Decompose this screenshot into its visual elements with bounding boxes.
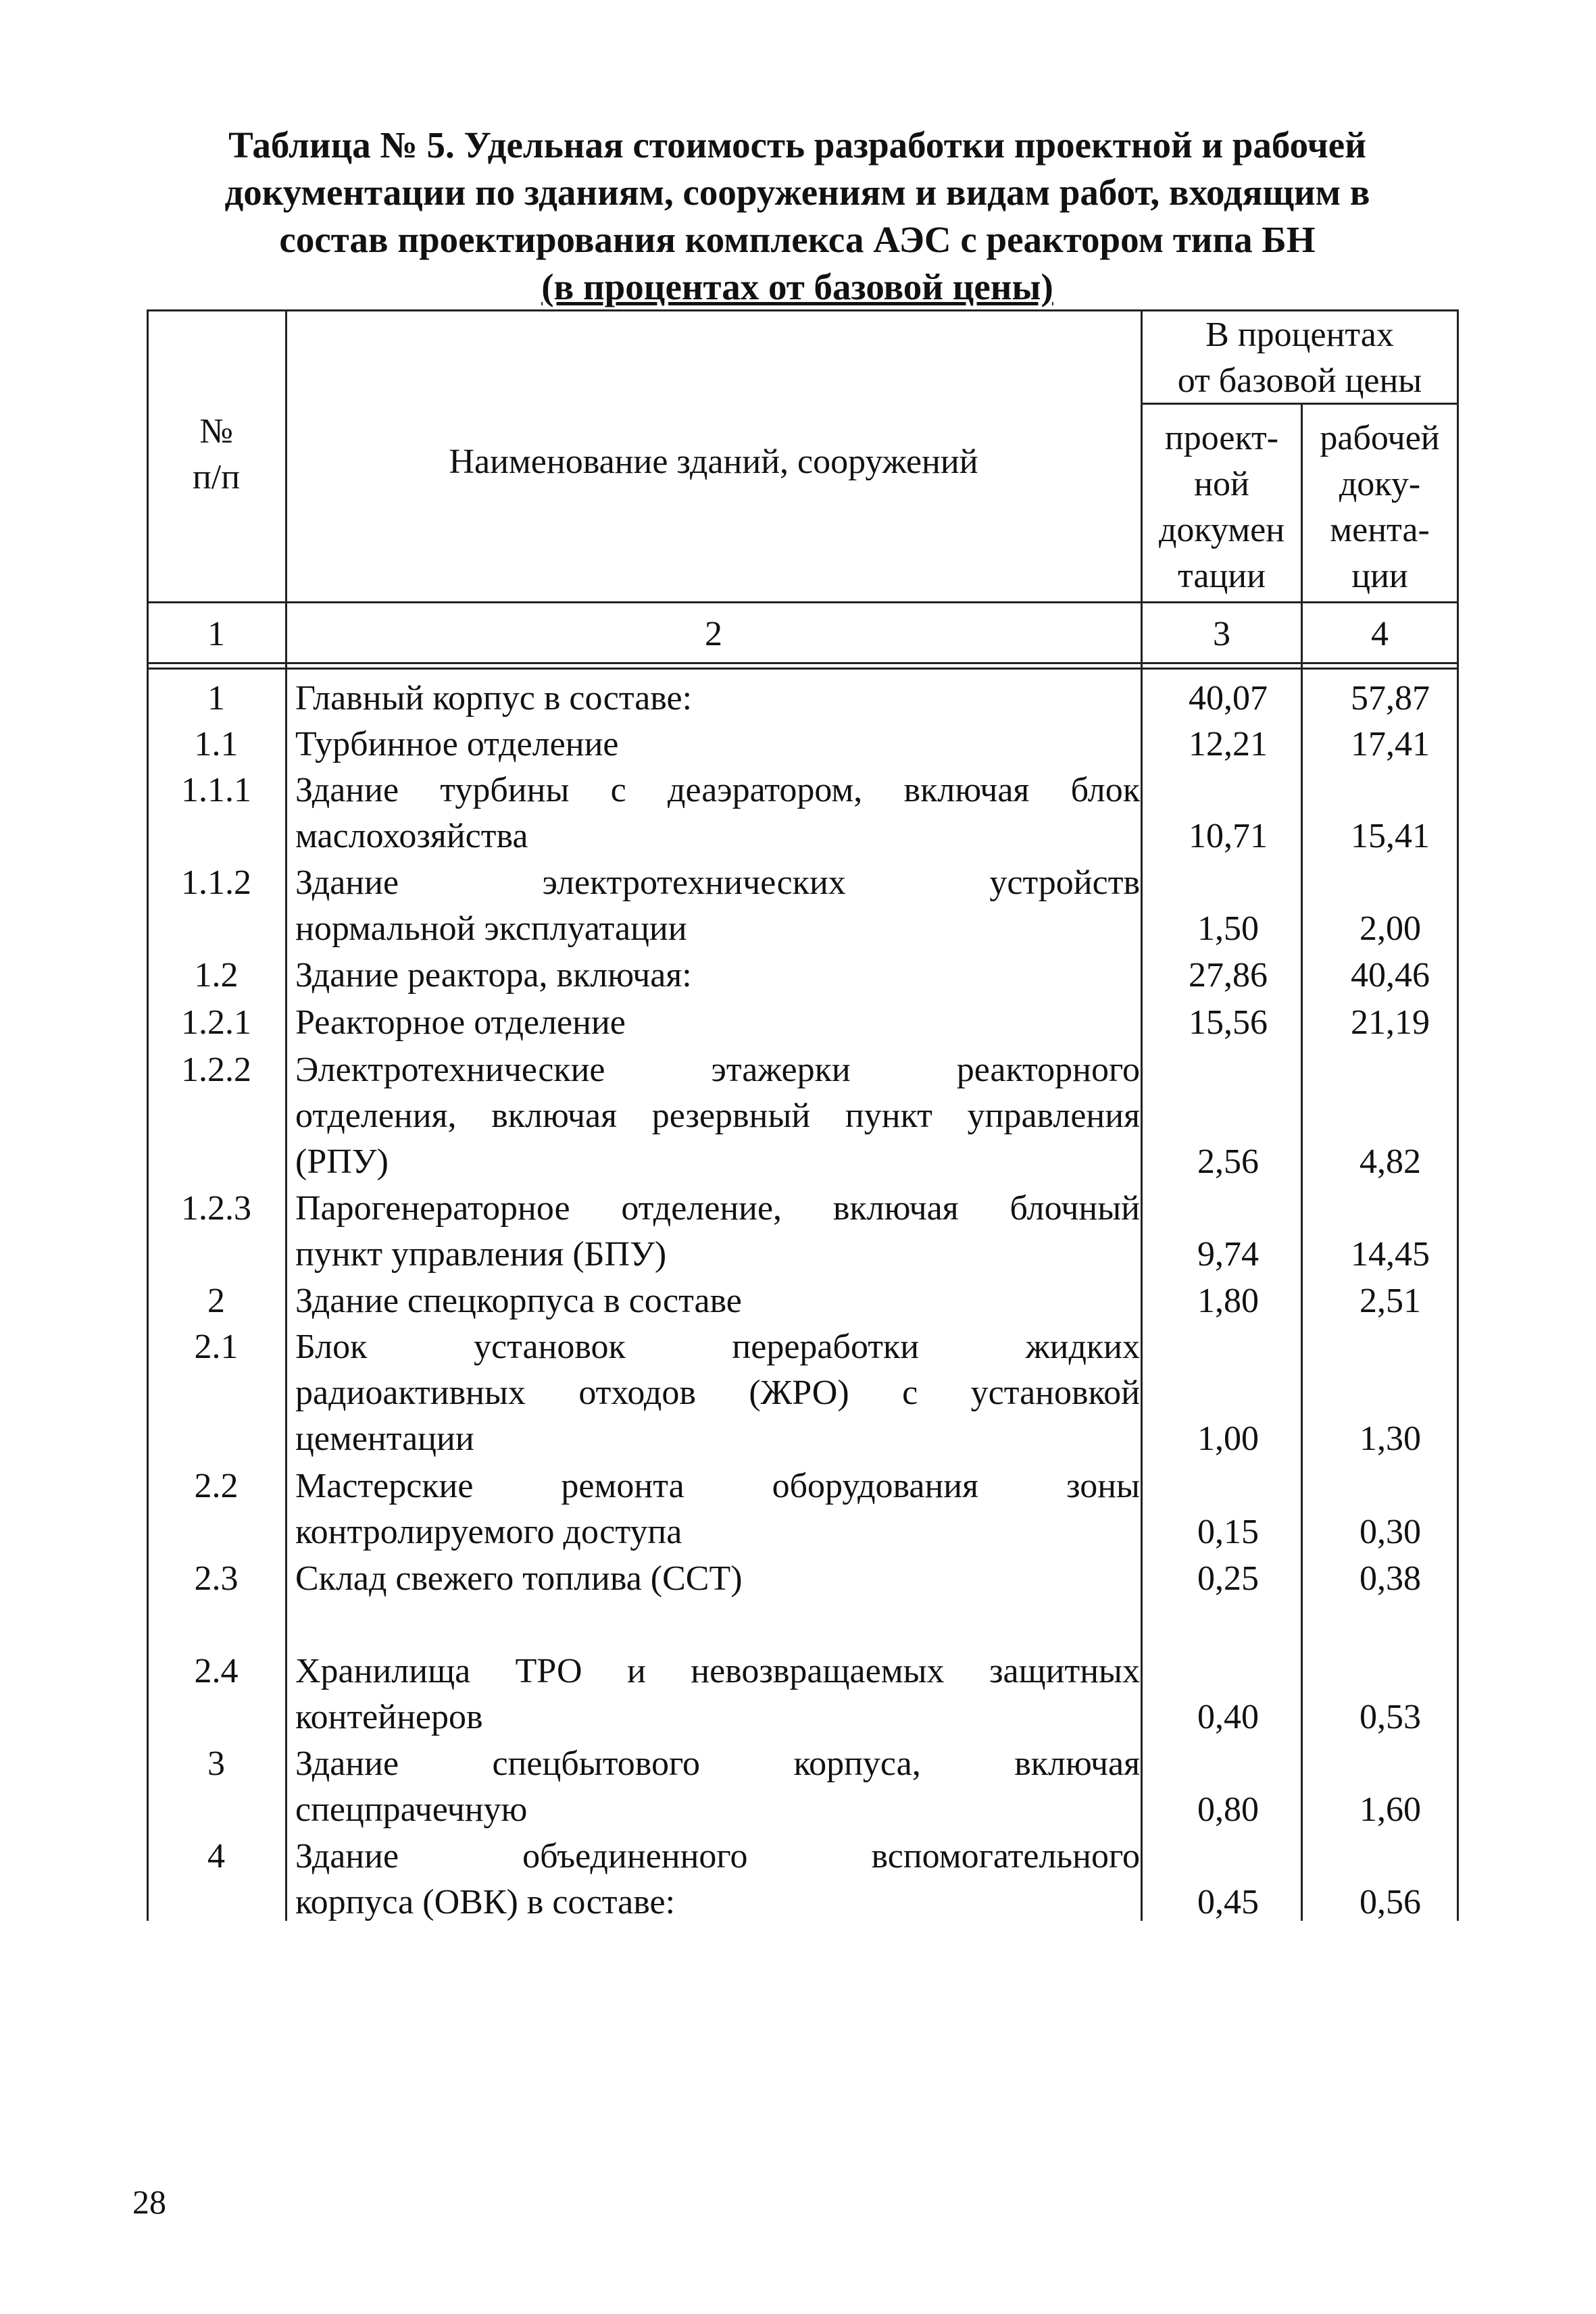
row-design-percent: 0,25 xyxy=(1197,1559,1259,1598)
row-name xyxy=(295,1324,1140,1462)
row-working-percent: 0,53 xyxy=(1360,1698,1421,1736)
row-name xyxy=(295,1463,1140,1555)
row-name-line: Главный корпус в составе: xyxy=(295,679,693,718)
row-design-percent: 15,56 xyxy=(1189,1003,1268,1042)
row-working-percent: 40,46 xyxy=(1351,956,1430,995)
row-name xyxy=(295,722,1140,768)
row-design-percent: 27,86 xyxy=(1189,956,1268,995)
header-name: Наименование зданий, сооружений xyxy=(449,443,978,481)
row-number: 1.1.2 xyxy=(181,863,251,902)
title-line-3: состав проектирования комплекса АЭС с реактором типа БН xyxy=(279,219,1316,260)
row-number: 1.2.3 xyxy=(181,1189,251,1228)
row-number: 4 xyxy=(207,1837,225,1876)
row-name xyxy=(295,768,1140,859)
row-name xyxy=(295,1834,1140,1926)
header-group: В процентах от базовой цены xyxy=(1177,316,1422,400)
row-name-line: маслохозяйства xyxy=(295,817,528,855)
row-design-percent: 0,40 xyxy=(1197,1698,1259,1736)
row-name xyxy=(295,676,1140,722)
column-index-3: 3 xyxy=(1213,615,1230,653)
row-name xyxy=(295,1741,1140,1833)
row-design-percent: 0,80 xyxy=(1197,1790,1259,1829)
row-design-percent: 1,80 xyxy=(1197,1282,1259,1320)
title-line-2: документации по зданиям, сооружениям и видам работ, входящим в xyxy=(224,172,1370,213)
row-name-line: Здание объединенного вспомогательного xyxy=(295,1837,1140,1876)
row-working-percent: 1,60 xyxy=(1360,1790,1421,1829)
row-design-percent: 1,50 xyxy=(1197,909,1259,948)
row-name xyxy=(295,1649,1140,1740)
row-name-line: Электротехнические этажерки реакторного xyxy=(295,1051,1140,1089)
header-num: № п/п xyxy=(192,412,241,497)
row-name-line: Реакторное отделение xyxy=(295,1003,626,1042)
title-line-4: (в процентах от базовой цены) xyxy=(541,266,1053,307)
row-number: 1.2 xyxy=(194,956,239,995)
row-name-line: контейнеров xyxy=(295,1698,483,1736)
row-name-line: цементации xyxy=(295,1419,474,1458)
column-index-1: 1 xyxy=(207,615,225,653)
row-name-line: корпуса (ОВК) в составе: xyxy=(295,1883,676,1921)
row-number: 1 xyxy=(207,679,225,718)
row-name-line: отделения, включая резервный пункт управления xyxy=(295,1097,1140,1135)
row-name-line: Здание спецкорпуса в составе xyxy=(295,1282,742,1320)
row-name xyxy=(295,860,1140,952)
row-name xyxy=(295,1047,1140,1185)
row-name-line: Блок установок переработки жидких xyxy=(295,1328,1140,1366)
row-number: 1.2.1 xyxy=(181,1003,251,1042)
row-name-line: Мастерские ремонта оборудования зоны xyxy=(295,1467,1140,1505)
row-working-percent: 0,30 xyxy=(1360,1513,1421,1551)
row-name xyxy=(295,1186,1140,1278)
row-name xyxy=(295,1000,1140,1046)
column-index-2: 2 xyxy=(705,615,722,653)
row-design-percent: 1,00 xyxy=(1197,1419,1259,1458)
row-name-line: нормальной эксплуатации xyxy=(295,909,687,948)
page-number: 28 xyxy=(132,2183,166,2221)
row-number: 3 xyxy=(207,1744,225,1783)
row-design-percent: 0,15 xyxy=(1197,1513,1259,1551)
row-name xyxy=(295,953,1140,999)
title-line-1: Таблица № 5. Удельная стоимость разработки проектной и рабочей xyxy=(228,124,1366,166)
row-name-line: контролируемого доступа xyxy=(295,1513,682,1551)
row-working-percent: 0,38 xyxy=(1360,1559,1421,1598)
header-col4: рабочей доку- мента- ции xyxy=(1320,419,1440,595)
header-col3: проект- ной докумен тации xyxy=(1158,419,1285,595)
row-working-percent: 2,51 xyxy=(1360,1282,1421,1320)
row-working-percent: 1,30 xyxy=(1360,1419,1421,1458)
row-name-line: Здание реактора, включая: xyxy=(295,956,692,995)
column-index-4: 4 xyxy=(1371,615,1389,653)
row-name-line: Здание спецбытового корпуса, включая xyxy=(295,1744,1140,1783)
row-name-line: Склад свежего топлива (ССТ) xyxy=(295,1559,743,1598)
row-working-percent: 2,00 xyxy=(1360,909,1421,948)
row-number: 2.2 xyxy=(194,1467,239,1505)
row-name-line: Здание электротехнических устройств xyxy=(295,863,1140,902)
row-name xyxy=(295,1278,1140,1324)
row-name-line: спецпрачечную xyxy=(295,1790,528,1829)
row-design-percent: 12,21 xyxy=(1189,725,1268,763)
row-name-line: пункт управления (БПУ) xyxy=(295,1235,667,1274)
row-name-line: Турбинное отделение xyxy=(295,725,619,763)
row-number: 1.2.2 xyxy=(181,1051,251,1089)
row-design-percent: 0,45 xyxy=(1197,1883,1259,1921)
row-working-percent: 21,19 xyxy=(1351,1003,1430,1042)
row-name-line: радиоактивных отходов (ЖРО) с установкой xyxy=(295,1374,1140,1412)
row-number: 2.3 xyxy=(194,1559,239,1598)
row-name-line: Парогенераторное отделение, включая блочный xyxy=(295,1189,1140,1228)
row-number: 2.1 xyxy=(194,1328,239,1366)
row-number: 1.1 xyxy=(194,725,239,763)
row-name-line: (РПУ) xyxy=(295,1142,389,1181)
row-working-percent: 17,41 xyxy=(1351,725,1430,763)
row-number: 2.4 xyxy=(194,1652,239,1690)
row-name xyxy=(295,1556,1140,1602)
row-working-percent: 0,56 xyxy=(1360,1883,1421,1921)
row-design-percent: 40,07 xyxy=(1189,679,1268,718)
row-design-percent: 9,74 xyxy=(1197,1235,1259,1274)
row-working-percent: 57,87 xyxy=(1351,679,1430,718)
row-design-percent: 10,71 xyxy=(1189,817,1268,855)
row-design-percent: 2,56 xyxy=(1197,1142,1259,1181)
row-working-percent: 14,45 xyxy=(1351,1235,1430,1274)
row-number: 2 xyxy=(207,1282,225,1320)
row-working-percent: 4,82 xyxy=(1360,1142,1421,1181)
row-working-percent: 15,41 xyxy=(1351,817,1430,855)
row-number: 1.1.1 xyxy=(181,771,251,809)
row-name-line: Хранилища ТРО и невозвращаемых защитных xyxy=(295,1652,1140,1690)
row-name-line: Здание турбины с деаэратором, включая блок xyxy=(295,771,1140,809)
